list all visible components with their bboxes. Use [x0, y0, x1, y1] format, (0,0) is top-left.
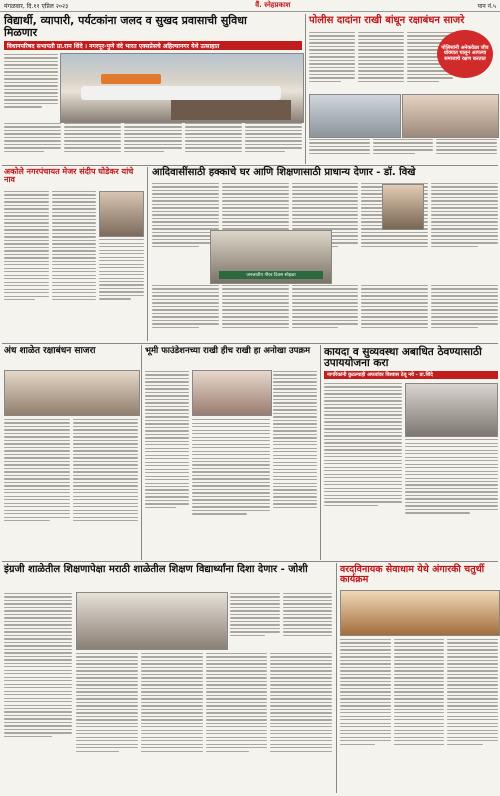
headline-akole: अकोले नगरपंचायत मेजर संदीप घोडेकर यांचे नाव — [4, 167, 134, 185]
article-text-police-2 — [309, 138, 497, 162]
photo-law-order-meeting — [405, 383, 498, 437]
headline-police-rakhi: पोलीस दादांना राखी बांधून रक्षाबंधन साजरे — [309, 15, 465, 26]
article-text-marathi-1 — [4, 592, 72, 792]
headline-bhumi-foundation: भूमी फाउंडेशनच्या राखी हीच राखी हा अनोखा उपक्रम — [145, 346, 311, 356]
photo-blind-school — [4, 370, 140, 416]
article-text-adivasi-2 — [152, 284, 498, 340]
quote-badge-police: पोलिसांनी अनेकवेळा जीव धोक्यात घालून आपल्या समाजाचे रक्षण करतात — [437, 30, 493, 78]
page-header — [0, 0, 500, 12]
article-text-bhumi — [145, 370, 317, 558]
photo-police-rakhi-1 — [309, 94, 401, 138]
article-text-vande-2 — [4, 122, 302, 162]
page-number: पान नं.५ — [477, 2, 496, 10]
article-text-akole — [4, 190, 144, 340]
photo-train-inauguration — [60, 53, 304, 123]
headline-adivasi: आदिवासींसाठी हक्काचे घर आणि शिक्षणासाठी प्राधान्य देणार - डॉ. विखे — [152, 167, 416, 178]
photo-caption-adivasi: जनजातीय गौरव दिवस सोहळा — [219, 271, 323, 279]
headline-marathi-school: इंग्रजी शाळेतील शिक्षणापेक्षा मराठी शाळेतील शिक्षण विद्यार्थ्यांना दिशा देणार - जोशी — [4, 564, 308, 575]
headline-law-order: कायदा व सुव्यवस्था अबाधित ठेवण्यासाठी उपाययोजना करा — [324, 346, 482, 370]
masthead: वैं. स्नेहप्रकाश — [255, 1, 291, 9]
photo-adivasi-event — [210, 230, 332, 284]
article-text-vande-1 — [4, 53, 58, 117]
headline-vande-bharat: विद्यार्थी, व्यापारी, पर्यटकांना जलद व सुखद प्रवासाची सुविधा मिळणार — [4, 14, 247, 39]
issue-date: मंगळवार, दि.११ एप्रिल २०२३ — [4, 2, 69, 10]
headline-angaraki: वरदविनायक सेवाधाम येथे अंगारकी चतुर्थी कार्यक्रम — [340, 564, 485, 585]
subheadline-law-order: नागरिकांनी कुठल्याही अफवांवर विश्वास ठेवू नये - प्रा.शिंदे — [324, 371, 498, 379]
headline-blind-school: अंध शाळेत रक्षाबंधन साजरा — [4, 346, 96, 356]
article-text-angaraki — [340, 638, 498, 792]
article-text-marathi-3 — [230, 592, 332, 650]
article-text-marathi-2 — [76, 652, 332, 792]
article-text-blind-school — [4, 418, 138, 558]
photo-marathi-school-event — [76, 592, 228, 650]
article-text-law-order — [324, 382, 498, 558]
subheadline-vande-bharat: विधानपरिषद सभापती प्रा.राम शिंदे । नगरपूर-पुणे वंदे भारत एक्सप्रेसचे अहिल्यानगर येथे उत्साहात — [4, 41, 302, 50]
photo-angaraki-ceremony — [340, 590, 500, 636]
photo-police-rakhi-2 — [402, 94, 499, 138]
photo-dr-vikhe — [382, 184, 424, 230]
photo-akole-portrait — [99, 191, 144, 237]
